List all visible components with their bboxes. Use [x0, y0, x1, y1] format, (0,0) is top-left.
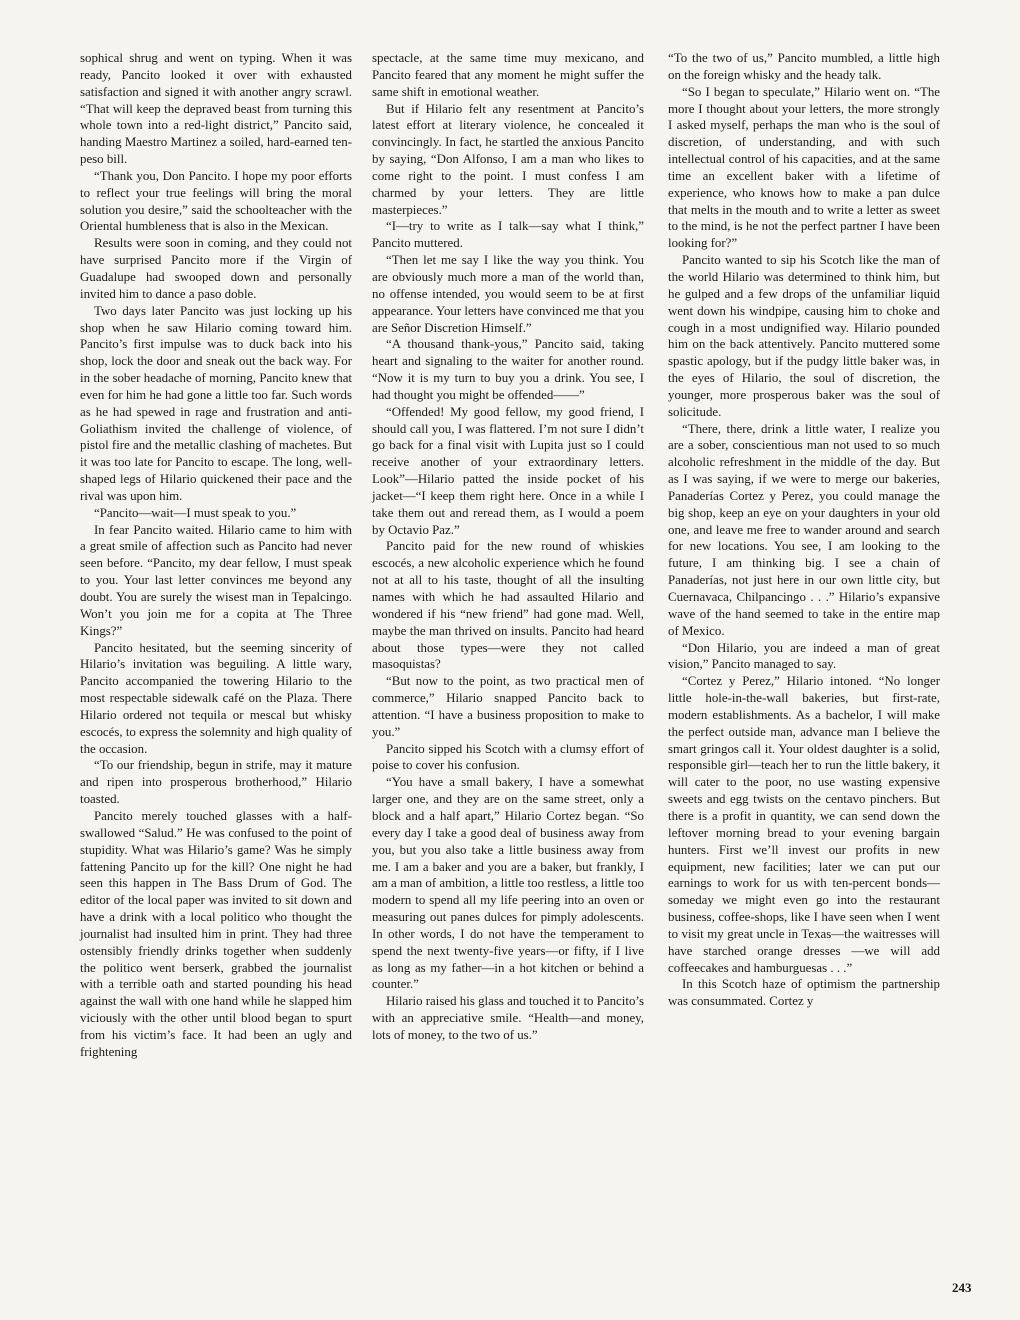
- body-paragraph: Pancito wanted to sip his Scotch like the man of the world Hilario was determined to think him, but he gulped and a few drops of the unfamiliar liquid went down his windpipe, causing him to choke and cough in a most undignified way. Hilario pounded him on the back attentively. Pancito muttered some spastic apology, but if the pudgy little baker was, in the eyes of Hilario, the soul of discretion, the younger, more prosperous baker was the soul of solicitude.: [668, 253, 940, 419]
- body-paragraph: Pancito paid for the new round of whiskies escocés, a new alcoholic experience which he found not at all to his taste, thought of all the insulting names with which he had assaulted Hilario and wondered if his “new friend” had gone mad. Well, maybe the man thrived on insults. Pancito had heard about those types—were they not called masoquistas?: [372, 539, 644, 672]
- body-paragraph: “Pancito—wait—I must speak to you.”: [94, 505, 297, 520]
- body-paragraph: “But now to the point, as two practical men of commerce,” Hilario snapped Pancito back to attention. “I have a business proposition to make to you.”: [372, 674, 644, 739]
- body-paragraph: Results were soon in coming, and they could not have surprised Pancito more if the Virgin of Guadalupe had swooped down and personally invited him to dance a paso doble.: [80, 236, 352, 301]
- body-paragraph: spectacle, at the same time muy mexicano, and Pancito feared that any moment he might suffer the same shift in emotional weather.: [372, 51, 644, 99]
- body-paragraph: “Don Hilario, you are indeed a man of great vision,” Pancito managed to say.: [668, 640, 940, 672]
- body-paragraph: sophical shrug and went on typing. When it was ready, Pancito looked it over with exhausted satisfaction and signed it with another angry scrawl. “That will keep the depraved beast from turning this whole town into a red-light district,” Pancito said, handing Maestro Martinez a soiled, hard-earned ten-peso bill.: [80, 51, 352, 167]
- body-paragraph: In fear Pancito waited. Hilario came to him with a great smile of affection such as Pancito had never seen before. “Pancito, my dear fellow, I must speak to you. Your last letter convinces me beyond any doubt. You are surely the wisest man in Tepalcingo. Won’t you join me for a copita at The Three Kings?”: [80, 522, 352, 638]
- body-paragraph: Two days later Pancito was just locking up his shop when he saw Hilario coming toward him. Pancito’s first impulse was to duck back into his shop, lock the door and sneak out the back way. For in the sober headache of morning, Pancito knew that even for him he had gone a little too far. Such words as he had spewed in rage and frustration and anti-Goliathism invited the challenge of violence, of pistol fire and the metallic clashing of machetes. But it was too late for Pancito to escape. The long, well-shaped legs of Hilario quickened their pace and the rival was upon him.: [80, 303, 352, 503]
- body-paragraph: Pancito hesitated, but the seeming sincerity of Hilario’s invitation was beguiling. A little wary, Pancito accompanied the towering Hilario to the most respectable sidewalk café on the Plaza. There Hilario ordered not tequila or mescal but whisky escocés, to express the solemnity and high quality of the occasion.: [80, 640, 352, 756]
- body-paragraph: “So I began to speculate,” Hilario went on. “The more I thought about your letters, the more strongly I asked myself, perhaps the man who is the soul of discretion, of understanding, and with such intellectual control of his capacities, and at the same time an excellent baker with a lifetime of experience, who knows how to make a pan dulce that melts in the mouth and to write a letter as sweet to the mind, is he not the perfect partner I have been looking for?”: [668, 84, 940, 251]
- body-paragraph: “I—try to write as I talk—say what I think,” Pancito muttered.: [372, 219, 644, 251]
- text-column-left: [80, 50, 352, 1061]
- body-paragraph: “To the two of us,” Pancito mumbled, a little high on the foreign whisky and the heady talk.: [668, 51, 940, 82]
- body-paragraph: “Thank you, Don Pancito. I hope my poor efforts to reflect your true feelings will bring the moral solution you desire,” said the schoolteacher with the Oriental humbleness that is also in the Mexican.: [80, 168, 352, 234]
- body-paragraph: “A thousand thank-yous,” Pancito said, taking heart and signaling to the waiter for another round. “Now it is my turn to buy you a drink. You see, I had thought you might be offended——”: [372, 337, 644, 402]
- text-column-middle: [372, 50, 644, 1044]
- body-paragraph: “There, there, drink a little water, I realize you are a sober, conscientious man not used to so much alcoholic refreshment in the middle of the day. But as I was saying, if we were to merge our bakeries, Panaderías Cortez y Perez, you could manage the big shop, keep an eye on your daughters in your old one, and leave me free to wander around and search for new locations. You see, I am looking to the future, I am thinking big. I see a chain of Panaderías, not just here in our own little city, but Cuernavaca, Chilpancingo . . .” Hilario’s expansive wave of the hand seemed to take in the entire map of Mexico.: [668, 421, 940, 638]
- body-paragraph: Pancito sipped his Scotch with a clumsy effort of poise to cover his confusion.: [372, 741, 644, 773]
- page-number: 243: [952, 1280, 972, 1295]
- body-paragraph: But if Hilario felt any resentment at Pancito’s latest effort at literary violence, he concealed it convincingly. In fact, he startled the anxious Pancito by saying, “Don Alfonso, I am a man who likes to come right to the point. I must confess I am charmed by your letters. They are little masterpieces.”: [372, 101, 644, 217]
- body-paragraph: Pancito merely touched glasses with a half-swallowed “Salud.” He was confused to the point of stupidity. What was Hilario’s game? Was he simply fattening Pancito up for the kill? One night he had seen this happen in The Bass Drum of God. The editor of the local paper was invited to sit down and have a drink with a local politico who thought the journalist had insulted him in print. They had three ostensibly friendly drinks together when suddenly the politico went berserk, grabbed the journalist with a terrible oath and started pounding his head against the wall with one hand while he slapped him viciously with the other until blood began to spurt from his victim’s face. It had been an ugly and frightening: [80, 808, 352, 1059]
- body-paragraph: “Cortez y Perez,” Hilario intoned. “No longer little hole-in-the-wall bakeries, but first-rate, modern establishments. As a bachelor, I will make the perfect outside man, advance man I believe the smart gringos call it. Your oldest daughter is a solid, responsible girl—teach her to run the little bakery, it will cater to the poor, no use wasting expensive sweets and egg twists on the centavo pinchers. But there is a profit in quantity, we can send down the leftover morning bread to your evening bargain hunters. First we’ll invest our profits in new equipment, new facilities; later we can put our earnings to work for us with ten-percent bonds—someday we might even go into the restaurant business, coffee-shops, like I have seen when I went to visit my great uncle in Texas—the waitresses will have starched orange dresses —we will add coffeecakes and hamburguesas . . .”: [668, 674, 940, 975]
- body-paragraph: In this Scotch haze of optimism the partnership was consummated. Cortez y: [668, 977, 940, 1009]
- body-paragraph: “Then let me say I like the way you think. You are obviously much more a man of the world than, no offense intended, you would seem to be at first appearance. Your letters have convinced me that you are Señor Discretion Himself.”: [372, 253, 644, 335]
- body-paragraph: “To our friendship, begun in strife, may it mature and ripen into prosperous brotherhood,” Hilario toasted.: [80, 758, 352, 807]
- body-paragraph: Hilario raised his glass and touched it to Pancito’s with an appreciative smile. “Health—and money, lots of money, to the two of us.”: [372, 994, 644, 1042]
- text-column-right: [668, 50, 940, 1010]
- body-paragraph: “You have a small bakery, I have a somewhat larger one, and they are on the same street, only a block and a half apart,” Hilario Cortez began. “So every day I take a good deal of business away from you, but you also take a little business away from me. I am a baker and you are a baker, but frankly, I am a man of ambition, a little too restless, a little too modern to spend all my life peering into an oven or measuring out panes dulces for pimply adolescents. In other words, I do not have the temperament to spend the next twenty-five years—or fifty, if I live as long as my father—in a hot kitchen or behind a counter.”: [372, 775, 644, 992]
- body-paragraph: “Offended! My good fellow, my good friend, I should call you, I was flattered. I’m not sure I didn’t go back for a final visit with Lupita just so I could receive another of your extraordinary letters. Look”—Hilario patted the inside pocket of his jacket—“I keep them right here. Once in a while I take them out and reread them, as I would a poem by Octavio Paz.”: [372, 404, 644, 537]
